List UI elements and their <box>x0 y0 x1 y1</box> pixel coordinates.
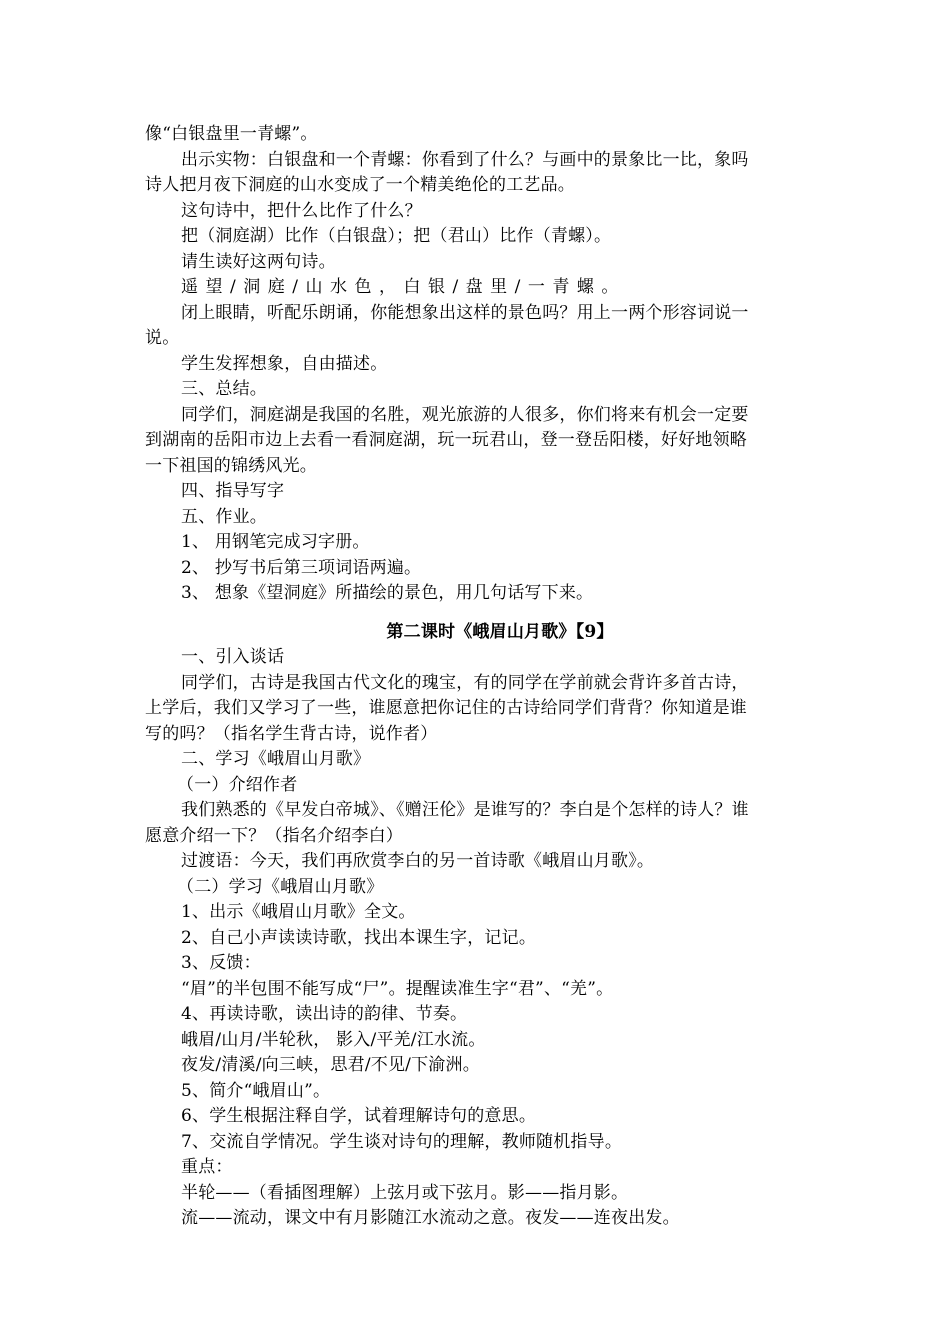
text-line: 同学们，古诗是我国古代文化的瑰宝，有的同学在学前就会背许多首古诗， <box>181 672 749 693</box>
list-item: 6、学生根据注释自学，试着理解诗句的意思。 <box>181 1106 537 1126</box>
text-line: 重点： <box>181 1157 233 1177</box>
text-line: 诗人把月夜下洞庭的山水变成了一个精美绝伦的工艺品。 <box>145 175 575 195</box>
text-line: 说。 <box>145 328 180 348</box>
list-item: 4、再读诗歌，读出诗的韵律、节奏。 <box>181 1004 468 1024</box>
text-line: 学生发挥想象，自由描述。 <box>181 353 388 374</box>
list-item: 5、简介“峨眉山”。 <box>181 1080 331 1101</box>
text-line: 流——流动，课文中有月影随江水流动之意。夜发——连夜出发。 <box>181 1208 680 1228</box>
text-line: 到湖南的岳阳市边上去看一看洞庭湖，玩一玩君山，登一登岳阳楼，好好地领略 <box>145 430 747 450</box>
section-heading: 一、引入谈话 <box>181 647 285 667</box>
text-line: 上学后，我们又学习了一些，谁愿意把你记住的古诗给同学们背背？你知道是谁 <box>145 698 747 718</box>
text-line: 把（洞庭湖）比作（白银盘）；把（君山）比作（青螺）。 <box>181 226 612 246</box>
text-line: “眉”的半包围不能写成“尸”。提醒读准生字“君”、“羌”。 <box>181 978 614 999</box>
poem-line: 峨眉/山月/半轮秋， 影入/平羌/江水流。 <box>181 1029 486 1050</box>
section-heading: 三、总结。 <box>181 379 267 399</box>
text-line: 我们熟悉的《早发白帝城》、《赠汪伦》是谁写的？李白是个怎样的诗人？谁 <box>181 800 749 820</box>
poem-line: 遥望/洞庭/山水色，白银/盘里/一青螺。 <box>181 277 626 297</box>
lesson-title: 第二课时《峨眉山月歌》【9】 <box>386 621 614 642</box>
poem-line: 夜发/清溪/向三峡，思君/不见/下渝洲。 <box>181 1055 480 1075</box>
text-line: 愿意介绍一下？（指名介绍李白） <box>145 825 403 846</box>
text-line: 像“白银盘里一青螺”。 <box>145 124 318 144</box>
document-body <box>145 122 810 1232</box>
section-heading: 五、作业。 <box>181 506 267 527</box>
list-item: 1、 用钢笔完成习字册。 <box>181 532 370 552</box>
list-item: 1、出示《峨眉山月歌》全文。 <box>181 902 416 922</box>
section-heading: 二、学习《峨眉山月歌》 <box>181 749 371 769</box>
list-item: 2、 抄写书后第三项词语两遍。 <box>181 557 422 578</box>
sub-heading: （一）介绍作者 <box>177 774 298 795</box>
section-heading: 四、指导写字 <box>181 481 285 501</box>
text-line: 出示实物：白银盘和一个青螺：你看到了什么？与画中的景象比一比，象吗 <box>181 149 749 170</box>
list-item: 3、 想象《望洞庭》所描绘的景色，用几句话写下来。 <box>181 583 594 603</box>
text-line: 写的吗？（指名学生背古诗，说作者） <box>145 723 438 744</box>
list-item: 7、交流自学情况。学生谈对诗句的理解，教师随机指导。 <box>181 1131 623 1152</box>
text-line: 闭上眼睛，听配乐朗诵，你能想象出这样的景色吗？用上一两个形容词说一 <box>181 302 749 323</box>
text-line: 半轮——（看插图理解）上弦月或下弦月。影——指月影。 <box>181 1182 629 1203</box>
text-line: 这句诗中，把什么比作了什么？ <box>181 200 422 221</box>
text-line: 一下祖国的锦绣风光。 <box>145 455 317 476</box>
text-line: 过渡语：今天，我们再欣赏李白的另一首诗歌《峨眉山月歌》。 <box>181 851 655 871</box>
text-line: 同学们，洞庭湖是我国的名胜，观光旅游的人很多，你们将来有机会一定要 <box>181 404 749 425</box>
sub-heading: （二）学习《峨眉山月歌》 <box>177 876 384 897</box>
text-line: 请生读好这两句诗。 <box>181 251 336 272</box>
list-item: 3、反馈： <box>181 953 261 973</box>
list-item: 2、自己小声读读诗歌，找出本课生字，记记。 <box>181 927 537 948</box>
